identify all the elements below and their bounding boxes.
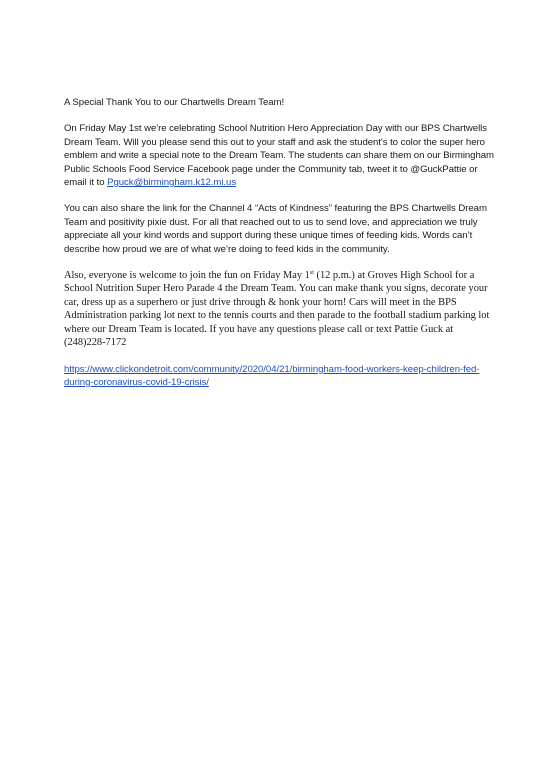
document-body <box>64 96 494 389</box>
spacer <box>64 256 494 269</box>
article-link[interactable]: https://www.clickondetroit.com/community/2020/04/21/birmingham-food-workers-keep-children-fed-during-coronavirus-covid-19-crisis/ <box>64 363 480 388</box>
paragraph-parade-text-start: Also, everyone is welcome to join the fun on Friday May 1 <box>64 270 310 282</box>
paragraph-celebration <box>64 122 494 189</box>
spacer <box>64 109 494 122</box>
paragraph-celebration-text: On Friday May 1st we're celebrating School Nutrition Hero Appreciation Day with our BPS Chartwells Dream Team. Will you please send this out to your staff and ask the student's to color the super hero emblem and write a special note to the Dream Team. The students can share them on our Birmingham Public Schools Food Service Facebook page under the Community tab, tweet it to @GuckPattie or email it to <box>64 123 494 189</box>
spacer <box>64 350 494 363</box>
paragraph-channel4: You can also share the link for the Channel 4 “Acts of Kindness” featuring the BPS Chartwells Dream Team and positivity pixie dust. For all that reached out to us to send love, and appreciation we truly appreciate all your kind words and support during these unique times of feeding kids. Words can’t describe how proud we are of what we’re doing to feed kids in the community. <box>64 203 487 255</box>
spacer <box>64 189 494 202</box>
date-suffix: st <box>309 270 314 277</box>
paragraph-parade-text-end: (12 p.m.) at Groves High School for a School Nutrition Super Hero Parade 4 the Dream Team. You can make thank you signs, decorate your car, dress up as a superhero or just drive through & honk your horn! Cars will meet in the BPS Administration parking lot next to the tennis courts and then parade to the football stadium parking lot where our Dream Team is located. If you have any questions please call or text Pattie Guck at (248)228-7172 <box>64 270 490 349</box>
article-link-paragraph <box>64 363 494 390</box>
letter-heading: A Special Thank You to our Chartwells Dream Team! <box>64 97 285 108</box>
paragraph-parade <box>64 269 494 349</box>
email-link[interactable]: Pguck@birmingham.k12.mi.us <box>107 177 237 189</box>
